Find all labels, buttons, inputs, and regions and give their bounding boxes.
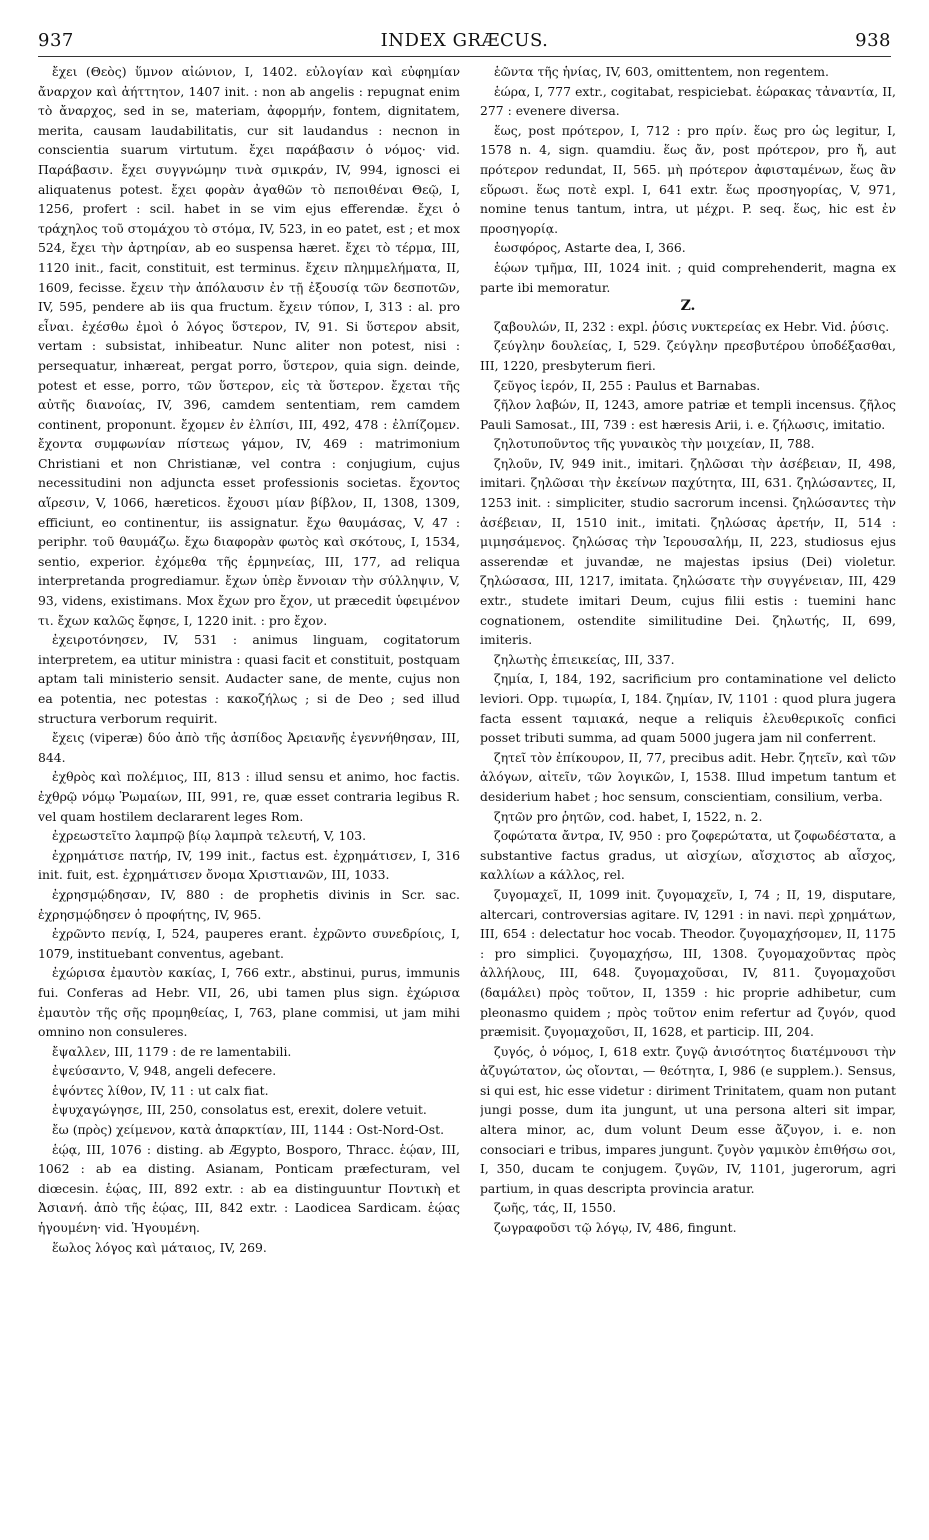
index-entry: ἐψυχαγώγησε, III, 250, consolatus est, erexit, dolere vetuit.: [52, 1102, 427, 1118]
index-entry: ἐχρῶντο πενίᾳ, I, 524, pauperes erant. ἐχρῶντο συνεδρίοις, I, 1079, instituebant conventus, agebant.: [38, 926, 460, 961]
index-entry: ἐψεύσαντο, V, 948, angeli defecere.: [52, 1063, 277, 1079]
index-entry: ζυγομαχεῖ, II, 1099 init. ζυγομαχεῖν, I, 74 ; II, 19, disputare, altercari, controversias agitare. IV, 1291 : in navi. περὶ χρημάτων, III, 654 : delectatur hoc vocab. Theodor. ζυγομαχήσομεν, II, 1175 : pro simplici. ζυγομαχήσω, III, 1308. ζυγομαχοῦντας πρὸς ἀλλήλους, III, 648. ζυγομαχοῦσαι, IV, 811. ζυγομαχοῦσι (δαμάλει) πρὸς τοῦτον, II, 1359 : hic proprie adhibetur, cum pleonasmo quidem ; πρὸς τοῦτον enim refertur ad ζυγόν, quod præmisit. ζυγομαχοῦσι, II, 1628, et particip. III, 204.: [480, 886, 896, 1040]
index-entry: ἐχώρισα ἐμαυτὸν κακίας, I, 766 extr., abstinui, purus, immunis fui. Conferas ad Hebr. VII, 26, ubi tamen plus sign. ἐχώρισα ἐμαυτὸν τῆς σῆς προμηθείας, I, 763, plane commisi, ut jam mihi omnino non consuleres.: [38, 965, 460, 1040]
index-entry: ζεύγλην δουλείας, I, 529. ζεύγλην πρεσβυτέρου ὑποδέξασθαι, III, 1220, presbyterum fieri.: [480, 338, 896, 373]
index-entry: ζῆλον λαβών, II, 1243, amore patriæ et templi incensus. ζῆλος Pauli Samosat., III, 739 : est hæresis Arii, i. e. ζήλωσις, imitatio.: [480, 397, 896, 432]
right-column: [480, 62, 896, 1530]
left-column: [38, 62, 460, 1530]
index-entry: ζηλωτὴς ἐπιεικείας, III, 337.: [494, 651, 675, 667]
index-entry: ἔχεις (viperæ) δύο ἀπὸ τῆς ἀσπίδος Ἀρειανῆς ἐγεννήθησαν, III, 844.: [38, 730, 460, 765]
index-entry: ζητεῖ τὸν ἐπίκουρον, II, 77, precibus adit. Hebr. ζητεῖν, καὶ τῶν ἀλόγων, αἰτεῖν, τῶν λογικῶν, I, 1538. Illud impetum tantum et desiderium habet ; hoc sensum, conscientiam, consilium, verba.: [480, 749, 896, 804]
index-entry: ζητῶν pro ῥητῶν, cod. habet, I, 1522, n. 2.: [494, 808, 763, 824]
index-entry: ζωῆς, τάς, II, 1550.: [494, 1200, 617, 1216]
section-letter-heading: Z.: [680, 298, 696, 315]
index-entry: ἑῴᾳ, III, 1076 : disting. ab Ægypto, Bosporo, Thracc. ἑῴαν, III, 1062 : ab ea disting. Asianam, Ponticam præfecturam, vel diœcesin. ἑῴας, III, 892 extr. : ab ea distinguuntur Ποντικὴ et Ἀσιανή. ἀπὸ τῆς ἑῴας, III, 842 extr. : Laodicea Sardicam. ἑῴας ἡγουμένη· vid. Ἡγουμένη.: [38, 1141, 460, 1236]
index-entry: ζοφώτατα ἄντρα, IV, 950 : pro ζοφερώτατα, ut ζοφωδέστατα, a substantive factus gradus, ut αἰσχίων, αἴσχιστος ab αἶσχος, καλλίων a κάλλος, rel.: [480, 828, 896, 883]
index-entry: ζημία, I, 184, 192, sacrificium pro contaminatione vel delicto leviori. Opp. τιμωρία, I, 184. ζημίαν, IV, 1101 : quod plura jugera facta essent ταμιακά, neque a reliquis ἐλευθερικοῖς confici posset tributi summa, ad quam 5000 jugera jam nil conferrent.: [480, 671, 896, 746]
index-entry: ἐχρημάτισε πατήρ, IV, 199 init., factus est. ἐχρημάτισεν, I, 316 init. fuit, est. ἐχρημάτισεν ὄνομα Χριστιανῶν, III, 1033.: [38, 847, 460, 883]
index-entry: ἑωσφόρος, Astarte dea, I, 366.: [494, 240, 686, 256]
index-entry: ἑῴων τμῆμα, III, 1024 init. ; quid comprehenderit, magna ex parte ibi memoratur.: [480, 259, 896, 295]
index-entry: ζεῦγος ἱερόν, II, 255 : Paulus et Barnabas.: [494, 377, 761, 393]
running-title: INDEX GRÆCUS.: [380, 30, 549, 51]
index-entry: ἐχρεωστεῖτο λαμπρῷ βίῳ λαμπρὰ τελευτή, V, 103.: [52, 828, 367, 844]
index-entry: ἑψόντες λίθον, IV, 11 : ut calx fiat.: [52, 1082, 269, 1098]
page-number-left: 937: [38, 30, 74, 51]
index-entry: ἕως, post πρότερον, I, 712 : pro πρίν. ἕως pro ὡς legitur, I, 1578 n. 4, sign. quamdiu. ἕως ἄν, post πρότερον, pro ἤ, aut πρότερον redundat, II, 565. μὴ πρότερον ἀφισταμένων, ἕως ἂν εὕρωσι. ἕως ποτὲ expl. I, 641 extr. ἕως προσηγορίας, V, 971, nomine tenus tantum, intra, ut μέχρι. P. seq. ἕως, hic est ἐν προσηγορίᾳ.: [480, 122, 896, 236]
index-entry: ἔω (πρὸς) χείμενον, κατὰ ἀπαρκτίαν, III, 1144 : Ost-Nord-Ost.: [52, 1122, 445, 1138]
index-entry: ζαβουλών, II, 232 : expl. ῥύσις νυκτερείας ex Hebr. Vid. ῥύσις.: [494, 318, 890, 334]
index-entry: ζηλοῦν, IV, 949 init., imitari. ζηλῶσαι τὴν ἀσέβειαν, II, 498, imitari. ζηλῶσαι τὴν ἐκείνων παχύτητα, III, 631. ζηλώσαντες, II, 1253 init. : simpliciter, studio sacrorum incensi. ζηλώσαντες τὴν ἀσέβειαν, II, 1510 init., imitati. ζηλώσας ἀρετήν, II, 514 : μιμησάμενος. ζηλώσας τὴν Ἱερουσαλήμ, II, 223, studiosus ejus asserendæ et juvandæ, ne majestas ipsius (Dei) violetur. ζηλώσασα, III, 1217, imitata. ζηλώσατε τὴν συγγένειαν, III, 429 extr., studete imitari Deum, cujus filii estis : tuemini hanc cognationem, ostendite similitudine Dei. ζηλωτής, II, 699, imiteris.: [480, 455, 896, 648]
index-entry: ζωγραφοῦσι τῷ λόγῳ, IV, 486, fingunt.: [494, 1220, 737, 1236]
index-entry: ἔψαλλεν, III, 1179 : de re lamentabili.: [52, 1043, 292, 1059]
index-entry: ἑῶντα τῆς ἡνίας, IV, 603, omittentem, non regentem.: [494, 64, 829, 79]
index-entry: ἐχρησμῴδησαν, IV, 880 : de prophetis divinis in Scr. sac. ἐχρησμῴδησεν ὁ προφήτης, IV, 965.: [38, 886, 460, 922]
index-entry: ἐχθρὸς καὶ πολέμιος, III, 813 : illud sensu et animo, hoc factis. ἐχθρῷ νόμῳ Ῥωμαίων, III, 991, re, quæ esset contraria legibus R. vel quam hostilem declararent leges Rom.: [38, 769, 460, 824]
index-entry: ἔχει (Θεὸς) ὕμνον αἰώνιον, I, 1402. εὐλογίαν καὶ εὐφημίαν ἄναρχον καὶ ἀήττητον, 1407 init. : non ab angelis : repugnat enim τὸ ἄναρχος, sed in se, materiam, ἀφορμήν, fontem, dignitatem, merita, causam laudabilitatis, cur sit laudandus : necnon in conscientia suarum virtutum. ἔχει παράβασιν ὁ νόμος· vid. Παράβασιν. ἔχει συγγνώμην τινὰ σμικράν, IV, 994, ignosci ei aliquatenus potest. ἔχει φορὰν ἀγαθῶν τὸ πεποιθέναι Θεῷ, I, 1256, profert : scil. habet in se vim ejus efferendæ. ἔχει ὁ τράχηλος τοῦ στομάχου τὸ στόμα, IV, 523, in eo patet, est ; et mox 524, ἔχει τὴν ἀρτηρίαν, ab eo suspensa hæret. ἔχει τὸ τέρμα, III, 1120 init., facit, constituit, est terminus. ἔχειν πλημμελήματα, II, 1609, fecisse. ἔχειν τὴν ἀπόλαυσιν ἐν τῇ ἐξουσίᾳ τῶν δεσποτῶν, IV, 595, pendere ab iis qua fructum. ἔχειν τύπον, I, 313 : al. pro εἶναι. ἐχέσθω ἐμοὶ ὁ λόγος ὕστερον, IV, 91. Si ὕστερον absit, vertam : subsistat, inhibeatur. Nunc aliter non potest, nisi : persequatur, inhæreat, pergat porro, ὕστερον, quia sign. deinde, potest et esse, porro, τῶν ὕστερον, εἰς τὰ ὕστερον. ἔχεται τῆς αὐτῆς διανοίας, IV, 396, camdem sententiam, rem camdem continent, proponunt. ἔχομεν ἐν ἐλπίσι, III, 492, 478 : ἐλπίζομεν. ἔχοντα συμφωνίαν πίστεως γάμον, IV, 469 : matrimonium Christiani et non Christianæ, vel contra : conjugium, cujus necessitudini non adjuncta esset professionis societas. ἔχοντος αἵρεσιν, V, 1066, hæreticos. ἔχουσι μίαν βίβλον, II, 1308, 1309, efficiunt, eo continentur, iis assignatur. ἔχω θαυμάσας, V, 47 : periphr. τοῦ θαυμάζω. ἔχω διαφορὰν φωτὸς καὶ σκότους, I, 1534, sentio, experior. ἐχόμεθα τῆς ἑρμηνείας, III, 177, ad reliqua interpretanda progrediamur. ἔχων ὑπὲρ ἔννοιαν τὴν σύλληψιν, V, 93, videns, existimans. Mox ἔχων pro ἔχον, ut præcedit ὑφειμένον τι. ἔχων καλῶς ἔφησε, I, 1220 init. : pro ἔχον.: [38, 64, 460, 628]
running-header: [38, 22, 891, 57]
index-entry: ζηλοτυποῦντος τῆς γυναικὸς τὴν μοιχείαν, II, 788.: [494, 436, 815, 452]
index-entry: ἑώρα, I, 777 extr., cogitabat, respiciebat. ἑώρακας τἀναντία, II, 277 : evenere diversa.: [480, 83, 896, 119]
page-number-right: 938: [855, 30, 891, 51]
index-entry: ζυγός, ὁ νόμος, I, 618 extr. ζυγῷ ἀνισότητος διατέμνουσι τὴν ἀζυγώτατον, ὡς οἴονται, — θεότητα, I, 986 (e supplem.). Sensus, si qui est, hic esse videtur : diriment Trinitatem, quam non putant jungi posse, dum ita jungunt, ut una persona alteri sit impar, altera minor, ac, dum volunt Deum esse ἄζυγον, i. e. non consociari e tribus, impares jungunt. ζυγὸν γαμικὸν ἐπιθήσω σοι, I, 350, ducam te conjugem. ζυγῶν, IV, 1101, jugerorum, agri partium, in quas descripta provincia aratur.: [480, 1043, 896, 1196]
index-entry: ἐχειροτόνησεν, IV, 531 : animus linguam, cogitatorum interpretem, ea utitur ministra : quasi facit et constituit, postquam aptam tali ministerio sensit. Audacter sane, de mente, cujus non ea potentia, nec potestas : κακοζήλως ; si de Deo ; sed illud structura verborum requirit.: [38, 632, 460, 726]
index-entry: ἕωλος λόγος καὶ μάταιος, IV, 269.: [52, 1239, 267, 1255]
